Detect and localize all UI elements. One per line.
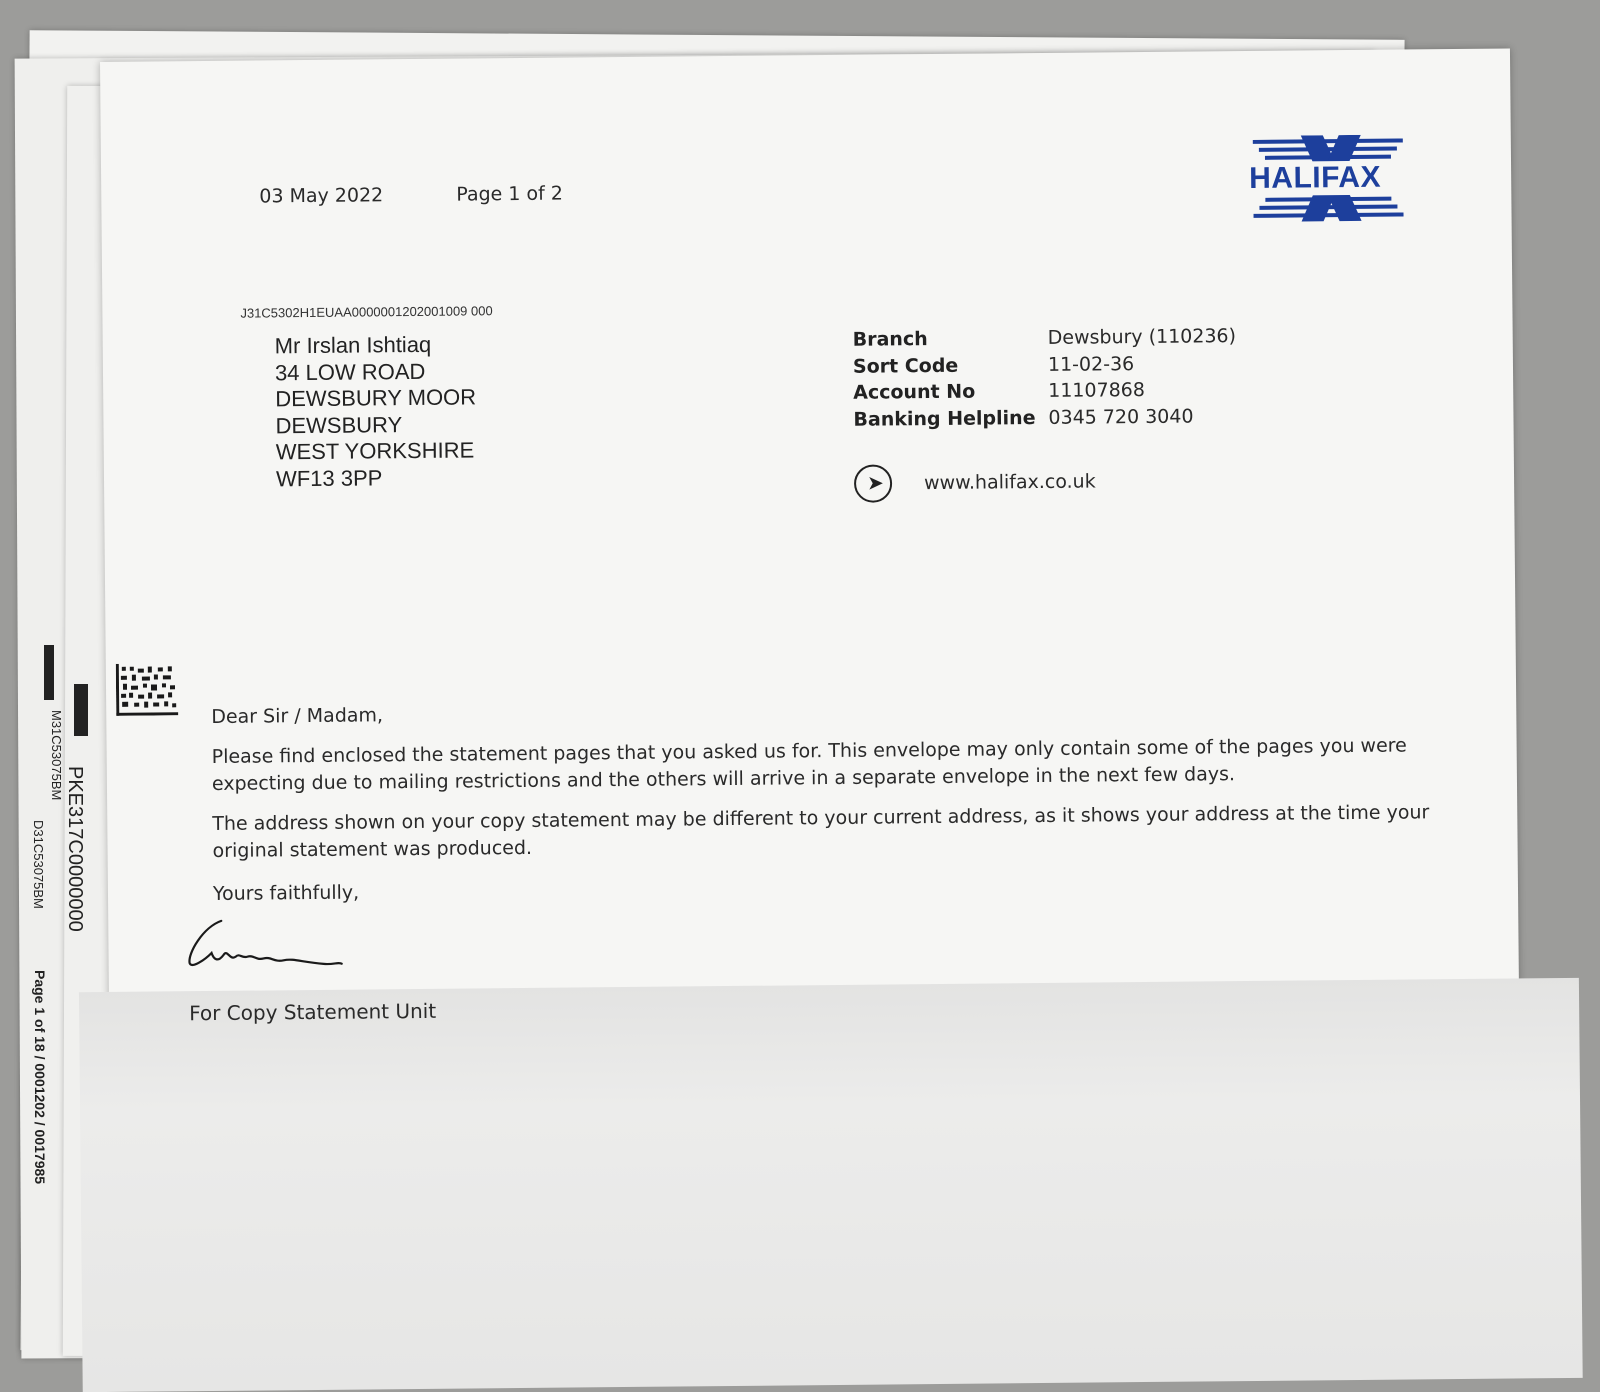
- detail-value: 11107868: [1048, 377, 1145, 404]
- cursor-click-icon: ➤: [854, 464, 892, 502]
- reference-code: J31C5302H1EUAA0000001202001009 000: [240, 303, 492, 320]
- margin-code: D31C53075BM: [31, 820, 46, 909]
- address-line: DEWSBURY: [275, 411, 476, 439]
- paragraph-line: The address shown on your copy statement may be different to your current address, as it shows your address at the time your: [212, 801, 1429, 835]
- address-line: Mr Irslan Ishtiaq: [275, 331, 476, 359]
- paragraph-line: expecting due to mailing restrictions and the others will arrive in a separate envelope in the next few days.: [212, 763, 1235, 795]
- paragraph-line: original statement was produced.: [212, 837, 532, 862]
- address-line: 34 LOW ROAD: [275, 358, 476, 386]
- margin-code: M31C53075BM: [49, 710, 64, 800]
- address-line: DEWSBURY MOOR: [275, 384, 476, 412]
- paragraph-line: Please find enclosed the statement pages that you asked us for. This envelope may only contain some of the pages you were: [212, 734, 1407, 767]
- salutation: Dear Sir / Madam,: [211, 704, 383, 728]
- detail-value: 11-02-36: [1048, 351, 1135, 378]
- margin-codes: [24, 710, 84, 1310]
- page-number: Page 1 of 2: [456, 183, 563, 206]
- address-line: WF13 3PP: [276, 464, 477, 492]
- datamatrix-barcode: [116, 663, 178, 716]
- signoff-unit: For Copy Statement Unit: [189, 999, 436, 1025]
- margin-code: Page 1 of 18 / 0001202 / 0017985: [32, 970, 48, 1184]
- detail-label: Branch: [853, 326, 928, 353]
- margin-code: PKE317C0000000: [63, 766, 86, 932]
- detail-label: Account No: [853, 379, 975, 407]
- address-line: WEST YORKSHIRE: [276, 437, 477, 465]
- account-details: [853, 327, 854, 433]
- detail-label: Banking Helpline: [853, 405, 1035, 433]
- signature: [183, 912, 354, 974]
- detail-value: Dewsbury (110236): [1048, 323, 1237, 351]
- recipient-address: [275, 331, 477, 492]
- website-link: www.halifax.co.uk: [924, 470, 1096, 494]
- detail-value: 0345 720 3040: [1048, 403, 1193, 431]
- detail-label: Sort Code: [853, 352, 959, 380]
- logo-text: HALIFAX: [1245, 161, 1385, 196]
- letter-date: 03 May 2022: [259, 184, 383, 207]
- closing: Yours faithfully,: [213, 882, 359, 905]
- letter-page: [100, 48, 1522, 1361]
- folded-lower-section: [79, 978, 1583, 1392]
- barcode-mark: [44, 645, 54, 700]
- halifax-logo: [1241, 134, 1422, 226]
